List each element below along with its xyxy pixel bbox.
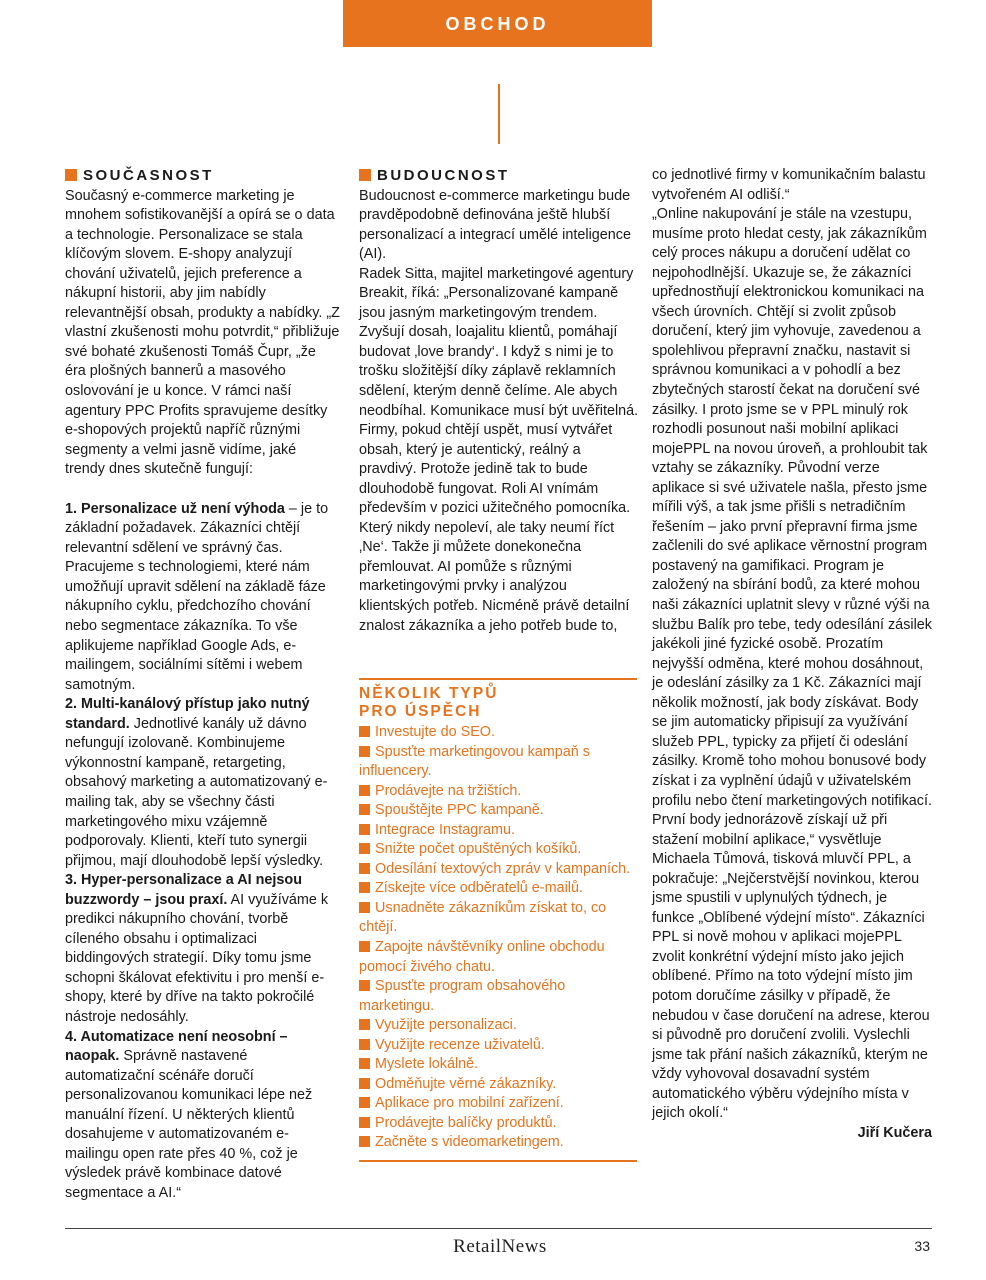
square-bullet-icon	[359, 824, 370, 835]
quote-paragraph-2: „Online nakupování je stále na vzestupu, musíme proto hledat cesty, jak zákazníkům celý proces nákupu a doručení udělat co nejpohodlnější. Ukazuje se, že zákazníci upřednostňují elektronickou komunikaci na všech úrovních. Chtějí si zvolit způsob doručení, který jim vyhovuje, zavedenou a spolehlivou přepravní značku, nastavit si správnou komunikaci a v pohodlí a bez zbytečných starostí čekat na doručení své zásilky. I proto jsme se v PPL minulý rok rozhodli posunout naši mobilní aplikaci mojePPL na novou úroveň, a prohloubit tak vztahy se zákazníky. Původní verze aplikace si své uživatele našla, přesto jsme mířili výš, a tak jsme přišli s netradičním řešením – jako první přepravní firma jsme začlenili do své aplikace věrnostní program postavený na gamifikaci. Program je založený na sbírání bodů, za které mohou naši zákazníci uplatnit slevy v různé výši na službu Balík pro tebe, tedy odesílání zásilek jakékoli jiné fyzické osobě. Prozatím nejvyšší odměna, které mohou dosáhnout, je odeslání zásilky za 1 Kč. Zákazníci mají několik možností, jak body získávat. Body se jim automaticky připisují za využívání služeb PPL, typicky za přijetí či odeslání zásilky. Kromě toho mohou bonusové body získat i za vyplnění údajů v uživatelském profilu nebo čtení marketingových notifikací. První body jednorázově získají už při stažení mobilní aplikace,“ vysvětluje Michaela Tůmová, tisková mluvčí PPL, a pokračuje: „Nejčerstvější novinkou, kterou jsme spustili v uplynulých týdnech, je funkce „Oblíbené výdejní místo“. Zákazníci PPL si nově mohou v aplikaci mojePPL zvolit konkrétní výdejní místo jako jejich oblíbené. Přímo na toto výdejní místo jim potom doručíme zásilky v případě, že nebudou v čase doručení na adrese, kterou si původně pro doručení zvolili. Vyslechli jsme tak přání našich zákazníků, kterým ne vždy vyhovoval dosavadní systém automatického výběru výdejního místa v jejich okolí.“	[652, 206, 932, 1122]
tip-item: Aplikace pro mobilní zařízení.	[359, 1094, 639, 1114]
column-quote	[652, 166, 932, 1143]
quote-paragraph-1: co jednotlivé firmy v komunikačním balastu vytvořeném AI odliší.“	[652, 167, 926, 203]
square-bullet-icon	[359, 1097, 370, 1108]
tip-item: Využijte recenze uživatelů.	[359, 1036, 639, 1056]
trend-item-3: 3. Hyper-personalizace a AI nejsou buzzwordy – jsou praxí. AI využíváme k predikci nákupního chování, tvorbě cíleného obsahu i optimalizaci biddingových strategií. Díky tomu jsme schopni škálovat efektivitu i pro menší e-shopy, které by dříve na takto pokročilé nástroje nedosáhly.	[65, 872, 329, 1025]
tip-item: Spusťte marketingovou kampaň s influencery.	[359, 743, 590, 780]
tip-item: Snižte počet opuštěných košíků.	[359, 840, 639, 860]
intro-paragraph: Současný e-commerce marketing je mnohem sofistikovanější a opírá se o data a technologie. Personalizace se stala klíčovým slovem. E-shopy analyzují chování uživatelů, jejich preference a nákupní historii, aby jim nabídly relevantnější obsah, produkty a nabídky. „Z vlastní zkušenosti mohu potvrdit,“ přibližuje své bohaté zkušenosti Tomáš Čupr, „že éra plošných bannerů a masového oslovování je u konce. V rámci naší agentury PPC Profits spravujeme desítky e-shopových projektů napříč různými segmenty a velmi jasně vidíme, jaké trendy dnes skutečně fungují:	[65, 187, 340, 478]
tip-item: Spouštějte PPC kampaně.	[359, 801, 639, 821]
tip-item: Spusťte program obsahového marketingu.	[359, 978, 566, 1014]
magazine-logo: RetailNews	[453, 1236, 547, 1257]
heading-present: SOUČASNOST	[65, 166, 340, 186]
square-bullet-icon	[359, 1136, 370, 1147]
square-bullet-icon	[359, 980, 370, 991]
square-bullet-icon	[359, 169, 371, 181]
tip-item: Začněte s videomarketingem.	[359, 1133, 639, 1153]
tips-bottom-rule	[359, 1160, 637, 1162]
square-bullet-icon	[359, 1117, 370, 1128]
tip-item: Odměňujte věrné zákazníky.	[359, 1075, 639, 1095]
page-number: 33	[914, 1238, 930, 1254]
trend-item-4: 4. Automatizace není neosobní – naopak. Správně nastavené automatizační scénáře doručí personalizovanou komunikaci lépe než manuální řízení. U některých klientů dosahujeme v automatizovaném e-mailingu open rate přes 40 %, což je výsledek právě kombinace datové segmentace a AI.“	[65, 1028, 313, 1201]
square-bullet-icon	[359, 941, 370, 952]
square-bullet-icon	[359, 902, 370, 913]
trend-item-1: 1. Personalizace už není výhoda – je to základní požadavek. Zákazníci chtějí relevantní sdělení ve správný čas. Pracujeme s technologiemi, které nám umožňují upravit sdělení na základě fáze nákupního cyklu, předchozího chování nebo segmentace zákazníka. To vše aplikujeme například Google Ads, e-mailingem, sociálními sítěmi i webem samotným.	[65, 500, 329, 693]
square-bullet-icon	[359, 1019, 370, 1030]
tip-item: Zapojte návštěvníky online obchodu pomocí živého chatu.	[359, 939, 605, 975]
square-bullet-icon	[359, 882, 370, 893]
square-bullet-icon	[359, 785, 370, 796]
footer-rule	[65, 1228, 932, 1229]
decorative-divider	[498, 84, 500, 144]
tip-item: Využijte personalizaci.	[359, 1016, 639, 1036]
column-present	[65, 166, 340, 1203]
tips-top-rule	[359, 678, 637, 680]
future-paragraph-1: Budoucnost e-commerce marketingu bude pravděpodobně definována ještě hlubší personalizací a integrací umělé inteligence (AI).	[359, 187, 631, 263]
square-bullet-icon	[359, 804, 370, 815]
square-bullet-icon	[359, 843, 370, 854]
tips-title: NĚKOLIK TYPŮ PRO ÚSPĚCH	[359, 685, 499, 720]
trend-item-2: 2. Multi-kanálový přístup jako nutný standard. Jednotlivé kanály už dávno nefungují izolovaně. Kombinujeme výkonnostní kampaně, retargeting, obsahový marketing a automatizovaný e-mailing tak, aby se všechny části marketingového mixu vzájemně podporovaly. Klienti, kteří tuto synergii přijmou, mají dlouhodobě lepší výsledky.	[65, 696, 328, 869]
square-bullet-icon	[65, 169, 77, 181]
heading-future: BUDOUCNOST	[359, 166, 639, 186]
tip-item: Získejte více odběratelů e-mailů.	[359, 879, 639, 899]
tips-box	[359, 678, 639, 1162]
section-tag: OBCHOD	[343, 0, 652, 47]
column-future	[359, 166, 639, 636]
square-bullet-icon	[359, 1078, 370, 1089]
tip-item: Integrace Instagramu.	[359, 821, 639, 841]
tip-item: Investujte do SEO.	[359, 723, 639, 743]
tip-item: Myslete lokálně.	[359, 1055, 639, 1075]
square-bullet-icon	[359, 1058, 370, 1069]
square-bullet-icon	[359, 726, 370, 737]
author-name: Jiří Kučera	[857, 1124, 932, 1141]
square-bullet-icon	[359, 1039, 370, 1050]
tip-item: Prodávejte balíčky produktů.	[359, 1114, 639, 1134]
tips-list	[359, 723, 639, 1153]
tip-item: Usnadněte zákazníkům získat to, co chtějí.	[359, 899, 607, 936]
square-bullet-icon	[359, 746, 370, 757]
tip-item: Prodávejte na tržištích.	[359, 782, 639, 802]
tip-item: Odesílání textových zpráv v kampaních.	[359, 860, 639, 880]
square-bullet-icon	[359, 863, 370, 874]
future-paragraph-2: Radek Sitta, majitel marketingové agentury Breakit, říká: „Personalizované kampaně jsou jasným marketingovým trendem. Zvyšují dosah, loajalitu klientů, pomáhají budovat ‚love brandy‘. I když s nimi je to trošku složitější díky záplavě reklamních sdělení, kterým denně čelíme. Ale abych neodbíhal. Komunikace musí být uvěřitelná. Firmy, pokud chtějí uspět, musí vytvářet obsah, který je autentický, reálný a pravdivý. Protože jedině tak to bude dlouhodobě fungovat. Roli AI vnímám především v pozici užitečného pomocníka. Který nikdy nepoleví, ale taky neumí říct ‚Ne‘. Takže ji můžete donekonečna přemlouvat. AI pomůže s různými marketingovými prvky i analýzou klientských potřeb. Nicméně právě detailní znalost zákazníka a jeho potřeb bude to,	[359, 265, 639, 634]
